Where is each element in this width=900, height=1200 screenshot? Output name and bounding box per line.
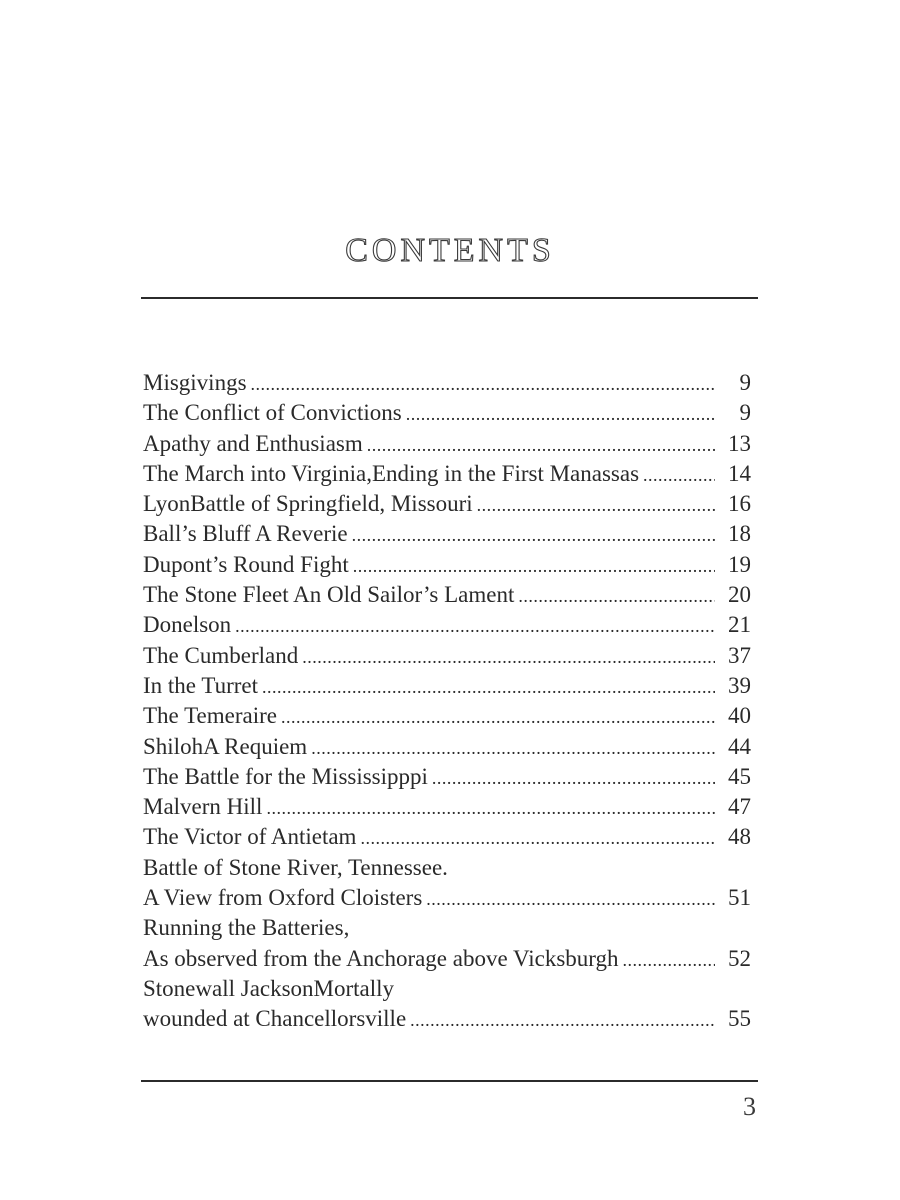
toc-entry-title: Misgivings (143, 370, 247, 395)
toc-dot-leader (235, 611, 715, 641)
toc-entry (143, 368, 751, 398)
toc-entry (143, 610, 751, 640)
page-number: 3 (743, 1092, 756, 1121)
toc-dot-leader (406, 399, 715, 429)
toc-dot-leader (410, 1005, 715, 1035)
toc-entry-title: The Stone Fleet An Old Sailor’s Lament (143, 582, 515, 608)
toc-entry-page: 19 (728, 551, 751, 577)
toc-dot-leader (281, 702, 715, 732)
toc-entry (143, 550, 751, 580)
toc-entry (143, 762, 751, 792)
toc-entry-title: Dupont’s Round Fight (143, 551, 349, 577)
toc-entry (143, 1004, 751, 1034)
toc-entry (143, 580, 751, 610)
toc-dot-leader (262, 672, 715, 702)
toc-entry (143, 732, 751, 762)
toc-entry-page: 45 (728, 763, 751, 789)
toc-dot-leader (360, 823, 715, 853)
toc-dot-leader (266, 793, 715, 823)
toc-entry-page: 52 (728, 945, 751, 971)
toc-entry-title: wounded at Chancellorsville (143, 1006, 407, 1032)
toc-entry (143, 883, 751, 913)
toc-entry-title: Running the Batteries, (143, 915, 350, 941)
toc-entry (143, 671, 751, 701)
toc-entry-page: 39 (728, 672, 751, 698)
toc-entry (143, 944, 751, 974)
toc-entry-page: 21 (728, 612, 751, 638)
toc-entry-title: The Battle for the Mississipppi (143, 763, 428, 789)
toc-dot-leader (353, 551, 715, 581)
toc-entry-page: 48 (728, 824, 751, 850)
toc-entry-title: The Cumberland (143, 642, 299, 668)
toc-entry (143, 519, 751, 549)
toc-dot-leader (432, 763, 715, 793)
toc-entry-page: 16 (728, 491, 751, 517)
toc-entry-title: The Temeraire (143, 703, 277, 729)
toc-dot-leader (251, 369, 715, 399)
toc-entry-title: Stonewall JacksonMortally (143, 975, 395, 1001)
toc-entry (143, 398, 751, 428)
toc-entry (143, 853, 751, 883)
toc-dot-leader (352, 520, 715, 550)
toc-entry (143, 489, 751, 519)
toc-entry-title: As observed from the Anchorage above Vicksburgh (143, 945, 619, 971)
toc-dot-leader (367, 430, 715, 460)
toc-entry-title: LyonBattle of Springfield, Missouri (143, 491, 473, 517)
toc-entry-title: Apathy and Enthusiasm (143, 430, 363, 456)
toc-entry-page: 20 (728, 582, 751, 608)
toc-entry (143, 792, 751, 822)
toc-entry-title: Malvern Hill (143, 794, 263, 820)
toc-dot-leader (643, 460, 715, 490)
toc-entry (143, 459, 751, 489)
toc-entry-title: The Conflict of Convictions (143, 400, 402, 426)
page-title: CONTENTS (345, 232, 555, 269)
toc-entry (143, 641, 751, 671)
toc-entry-page: 37 (728, 642, 751, 668)
toc-entry-title: A View from Oxford Cloisters (143, 885, 423, 911)
toc-entry-title: Donelson (143, 612, 232, 638)
toc-entry-page: 40 (728, 703, 751, 729)
top-rule (141, 297, 758, 299)
toc-dot-leader (623, 945, 715, 975)
toc-dot-leader (302, 642, 715, 672)
toc-dot-leader (311, 733, 715, 763)
toc-entry-page: 18 (728, 521, 751, 547)
toc-entry-page: 47 (728, 794, 751, 820)
toc-dot-leader (426, 884, 715, 914)
toc-entry-page: 9 (739, 400, 751, 426)
toc-entry-title: Battle of Stone River, Tennessee. (143, 854, 448, 880)
toc-entry (143, 429, 751, 459)
toc-entry (143, 701, 751, 731)
toc-entry-page: 13 (728, 430, 751, 456)
toc-entry-page: 9 (739, 370, 751, 395)
toc-entry (143, 913, 751, 943)
toc-entry-title: In the Turret (143, 672, 258, 698)
toc-entry-title: ShilohA Requiem (143, 733, 308, 759)
toc-entry-page: 44 (728, 733, 751, 759)
toc-entry-page: 55 (728, 1006, 751, 1032)
table-of-contents (143, 368, 751, 1035)
toc-entry-title: The Victor of Antietam (143, 824, 357, 850)
toc-entry-page: 14 (728, 460, 751, 486)
bottom-rule (141, 1080, 758, 1082)
toc-dot-leader (477, 490, 715, 520)
toc-dot-leader (518, 581, 715, 611)
toc-entry (143, 974, 751, 1004)
toc-entry-title: The March into Virginia,Ending in the First Manassas (143, 460, 640, 486)
toc-entry-title: Ball’s Bluff A Reverie (143, 521, 348, 547)
toc-entry-page: 51 (728, 885, 751, 911)
toc-entry (143, 822, 751, 852)
